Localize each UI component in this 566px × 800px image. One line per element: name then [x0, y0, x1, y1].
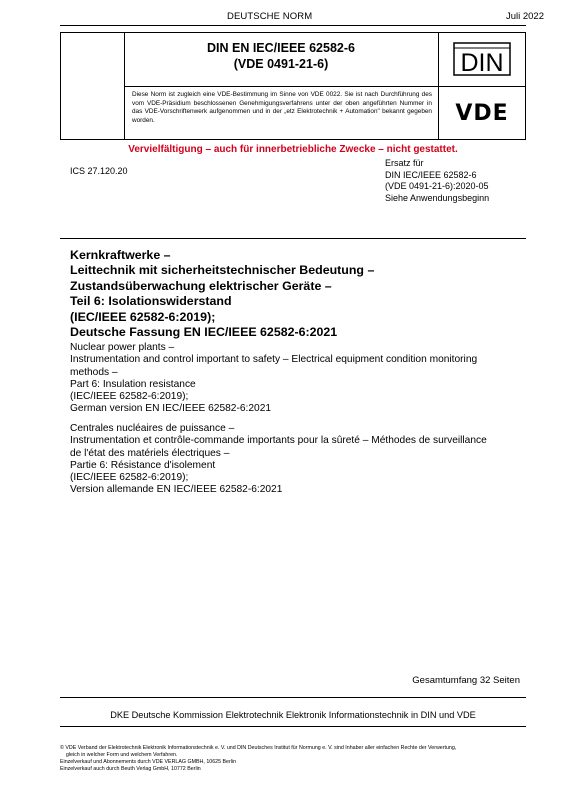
- title-english-line: methods –: [70, 366, 118, 378]
- title-german: [70, 248, 374, 340]
- standard-title: [124, 40, 438, 72]
- copyright-footer: [60, 745, 540, 773]
- title-english: [70, 342, 520, 416]
- din-logo: [438, 32, 526, 86]
- din-logo-icon: [453, 42, 511, 76]
- title-english-line: German version EN IEC/IEEE 62582-6:2021: [70, 403, 272, 415]
- replacement-line: Siehe Anwendungsbeginn: [385, 192, 490, 203]
- dke-rule-bottom: [60, 726, 526, 727]
- title-german-line: Teil 6: Isolationswiderstand: [70, 294, 232, 309]
- title-english-line: Part 6: Insulation resistance: [70, 378, 196, 390]
- title-french-line: Centrales nucléaires de puissance –: [70, 423, 235, 434]
- title-french-line: Version allemande EN IEC/IEEE 62582-6:2021: [70, 484, 283, 496]
- title-german-line: Leittechnik mit sicherheitstechnischer Bedeutung –: [70, 263, 375, 278]
- title-english-line: Instrumentation and control important to safety – Electrical equipment condition monitoring: [70, 354, 478, 366]
- replacement-line: Ersatz für: [385, 158, 424, 168]
- copy-warning: Vervielfältigung – auch für innerbetriebliche Zwecke – nicht gestattet.: [128, 144, 458, 155]
- vde-logo: VDE: [455, 100, 509, 126]
- standard-number: DIN EN IEC/IEEE 62582-6: [207, 41, 355, 55]
- title-french: [70, 423, 520, 497]
- title-french-line: (IEC/IEEE 62582-6:2019);: [70, 472, 189, 484]
- replacement-info: [385, 158, 489, 204]
- footer-line: © VDE Verband der Elektrotechnik Elektronik Informationstechnik e. V. und DIN Deutsches Institut für Normung e. V. sind Inhaber aller einfachen Rechte der Verwertung,: [60, 745, 457, 751]
- header-norm-type: DEUTSCHE NORM: [227, 11, 313, 22]
- footer-line: Einzelverkauf auch durch Beuth Verlag GmbH, 10772 Berlin: [60, 765, 201, 772]
- title-german-line: Kernkraftwerke –: [70, 248, 171, 262]
- title-french-line: Instrumentation et contrôle-commande importants pour la sûreté – Méthodes de surveillance: [70, 435, 487, 447]
- title-english-line: (IEC/IEEE 62582-6:2019);: [70, 391, 189, 403]
- footer-line: gleich in welcher Form und welchem Verfahren.: [60, 751, 178, 758]
- footer-line: Einzelverkauf und Abonnements durch VDE VERLAG GMBH, 10625 Berlin: [60, 758, 237, 765]
- vde-notice: Diese Norm ist zugleich eine VDE-Bestimmung im Sinne von VDE 0022. Sie ist nach Durchführung des vom VDE-Präsidium beschlossenen Genehmigungsverfahrens unter der oben angeführten Nummer in das VDE-Vorschriftenwerk aufgenommen und in der „etz Elektrotechnik + Automation" bekannt gegeben worden.: [132, 91, 432, 124]
- header-rule: [60, 25, 526, 26]
- din-logo-text: DIN: [460, 49, 504, 76]
- title-english-line: Nuclear power plants –: [70, 342, 175, 353]
- title-rule: [60, 238, 526, 239]
- dke-line: DKE Deutsche Kommission Elektrotechnik Elektronik Informationstechnik in DIN und VDE: [110, 710, 476, 720]
- total-pages: Gesamtumfang 32 Seiten: [412, 675, 520, 686]
- standard-vde-number: (VDE 0491-21-6): [233, 57, 329, 71]
- title-german-line: (IEC/IEEE 62582-6:2019);: [70, 309, 216, 324]
- header-date: Juli 2022: [505, 11, 544, 22]
- title-french-line: de l'état des matériels électriques –: [70, 447, 230, 459]
- title-french-line: Partie 6: Résistance d'isolement: [70, 459, 216, 471]
- ics-code: ICS 27.120.20: [70, 166, 128, 176]
- title-german-line: Zustandsüberwachung elektrischer Geräte –: [70, 278, 332, 293]
- title-german-line: Deutsche Fassung EN IEC/IEEE 62582-6:2021: [70, 325, 338, 340]
- dke-rule-top: [60, 697, 526, 698]
- replacement-line: DIN IEC/IEEE 62582-6: [385, 169, 477, 180]
- replacement-line: (VDE 0491-21-6):2020-05: [385, 181, 489, 191]
